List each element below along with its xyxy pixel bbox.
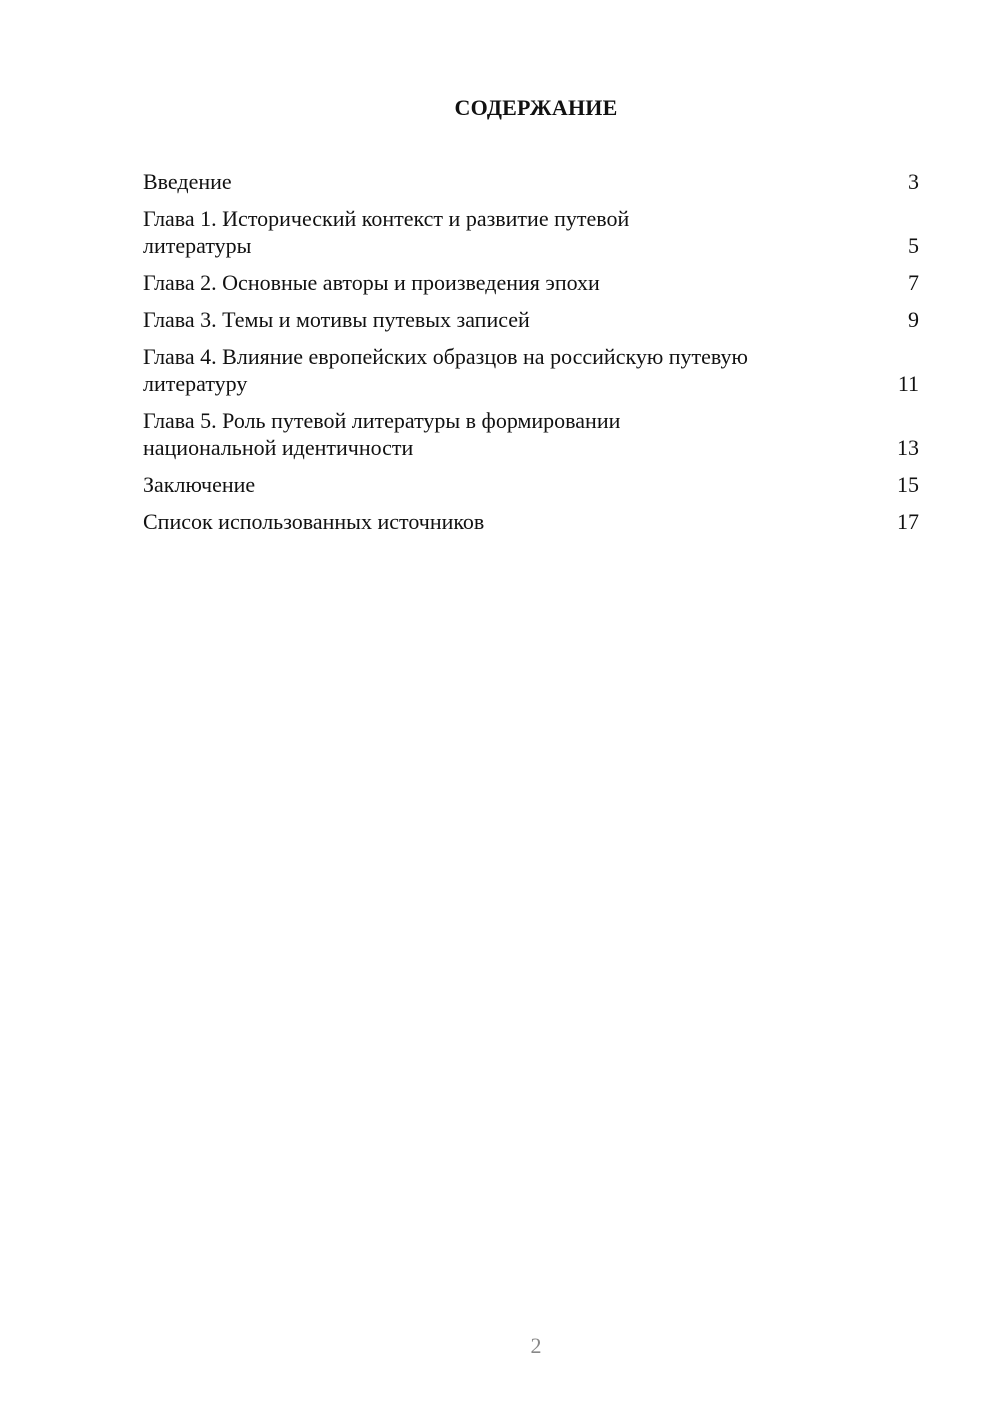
- toc-entry-title: Глава 5. Роль путевой литературы в формировании национальной идентичности: [143, 408, 621, 460]
- page-number: 2: [530, 1333, 542, 1358]
- toc-entry-title: Глава 2. Основные авторы и произведения эпохи: [143, 270, 600, 295]
- toc-entry-title: Введение: [143, 169, 232, 194]
- toc-entry: [143, 168, 919, 195]
- toc-entry-page: 17: [897, 509, 919, 534]
- toc-entry: [143, 471, 919, 498]
- table-of-contents: [143, 168, 919, 545]
- toc-entry: [143, 269, 919, 296]
- toc-entry-page: 3: [908, 169, 919, 194]
- toc-entry-page: 9: [908, 307, 919, 332]
- toc-entry: [143, 205, 919, 259]
- toc-entry-page: 5: [908, 233, 919, 258]
- toc-entry-title: Глава 1. Исторический контекст и развитие путевой литературы: [143, 206, 630, 258]
- toc-entry: [143, 508, 919, 535]
- toc-entry-page: 15: [897, 472, 919, 497]
- toc-entry-title: Глава 4. Влияние европейских образцов на российскую путевую литературу: [143, 344, 748, 396]
- toc-entry-page: 11: [897, 371, 919, 396]
- toc-entry: [143, 306, 919, 333]
- toc-entry-title: Глава 3. Темы и мотивы путевых записей: [143, 307, 530, 332]
- toc-entry-page: 13: [897, 435, 919, 460]
- page-title: СОДЕРЖАНИЕ: [454, 95, 618, 120]
- toc-entry: [143, 343, 919, 397]
- toc-entry: [143, 407, 919, 461]
- toc-entry-title: Заключение: [143, 472, 256, 497]
- toc-entry-page: 7: [908, 270, 919, 295]
- toc-entry-title: Список использованных источников: [143, 509, 485, 534]
